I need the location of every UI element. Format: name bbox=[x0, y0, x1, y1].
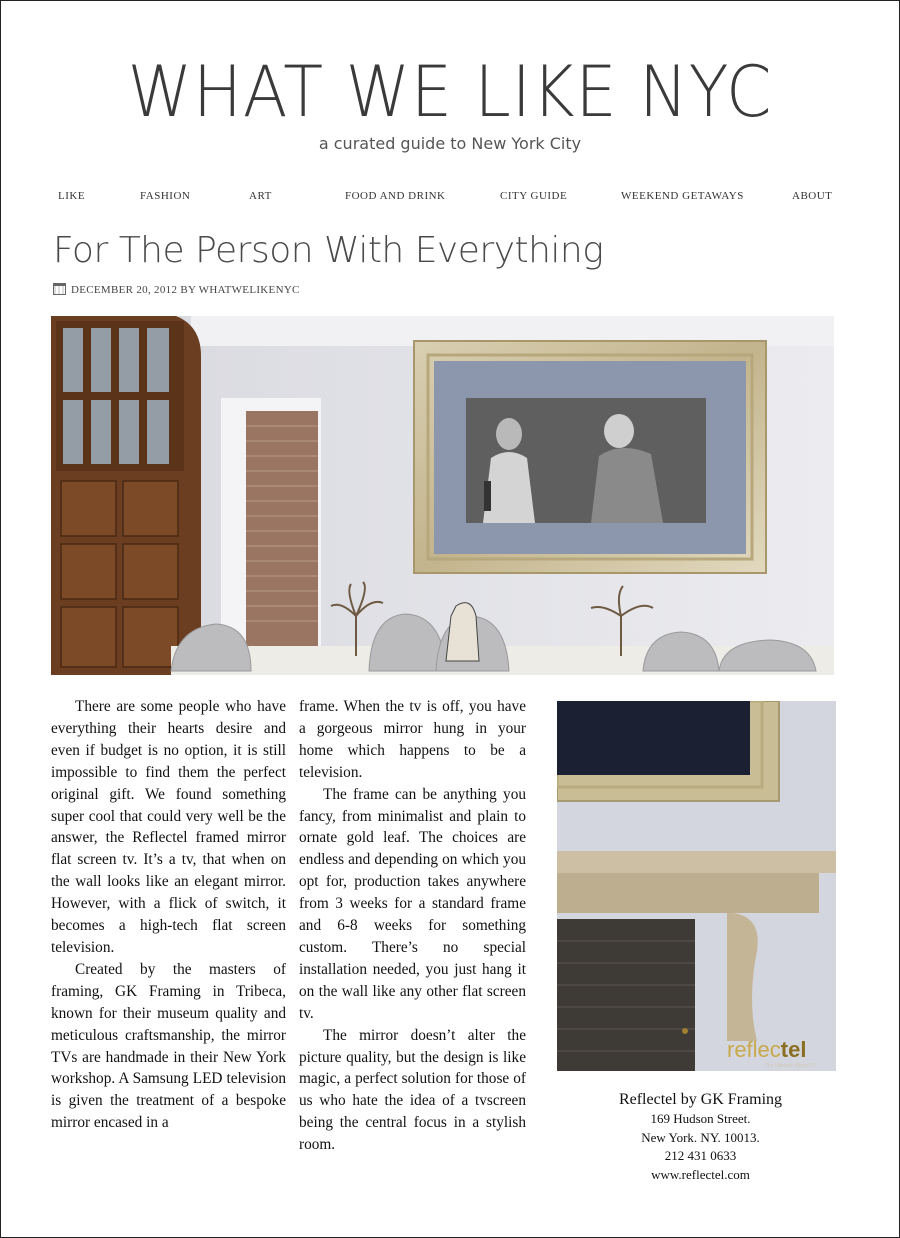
post-title[interactable]: For The Person With Everything bbox=[53, 230, 604, 271]
nav-item-about[interactable]: ABOUT bbox=[792, 190, 833, 202]
caption-address-1: 169 Hudson Street. bbox=[650, 1111, 751, 1126]
caption-phone: 212 431 0633 bbox=[664, 1148, 737, 1163]
main-nav bbox=[58, 190, 848, 210]
site-title[interactable]: WHAT WE LIKE NYC bbox=[127, 51, 773, 133]
reflectel-logo: reflectel bbox=[727, 1037, 807, 1062]
masthead bbox=[0, 52, 900, 153]
hero-image bbox=[51, 316, 834, 675]
nav-item-weekend-getaways[interactable]: WEEKEND GETAWAYS bbox=[621, 190, 744, 202]
article-paragraph: Created by the masters of framing, GK Framing in Tribeca, known for their museum quality and meticulous craftsmanship, the mirror TVs are handmade in their New York workshop. A Samsung LED television is given the treatment of a bespoke mirror encased in a bbox=[51, 960, 286, 1132]
sidebar-product-image bbox=[557, 701, 836, 1071]
article-paragraph: The mirror doesn’t alter the picture quality, but the design is like magic, a perfect solution for those of us who hate the idea of a tvscreen being the central focus in a stylish room. bbox=[299, 1026, 526, 1154]
nav-item-city-guide[interactable]: CITY GUIDE bbox=[500, 190, 568, 202]
calendar-icon bbox=[53, 283, 66, 295]
nav-item-food-and-drink[interactable]: FOOD AND DRINK bbox=[345, 190, 446, 202]
fireplace-illustration bbox=[557, 701, 836, 1071]
post-meta bbox=[53, 283, 300, 296]
nav-item-fashion[interactable]: FASHION bbox=[140, 190, 191, 202]
sidebar-caption bbox=[557, 1090, 844, 1184]
article-column-2 bbox=[299, 696, 526, 1156]
article-paragraph: frame. When the tv is off, you have a gorgeous mirror hung in your home which happens to be a television. bbox=[299, 698, 526, 781]
nav-item-like[interactable]: LIKE bbox=[58, 190, 86, 202]
caption-title: Reflectel by GK Framing bbox=[618, 1091, 783, 1108]
post-author-link[interactable]: WHATWELIKENYC bbox=[198, 284, 300, 296]
article-paragraph: The frame can be anything you fancy, from minimalist and plain to ornate gold leaf. The choices are endless and depending on which you opt for, production takes anywhere from 3 weeks for a standard frame and 6-8 weeks for something custom. There’s no special installation needed, you just hang it on the wall like any other flat screen tv. bbox=[299, 785, 526, 1022]
article-paragraph: There are some people who have everything their hearts desire and even if budget is no option, it is still impossible to find them the perfect original gift. We found something super cool that could very well be the answer, the Reflectel framed mirror flat screen tv. It’s a tv, that when on the wall looks like an elegant mirror. However, with a flick of switch, it becomes a high-tech flat screen television. bbox=[51, 698, 286, 956]
nav-item-art[interactable]: ART bbox=[249, 190, 272, 202]
reflectel-logo-subtitle: The Ultimate Mirror-TV bbox=[765, 1063, 816, 1069]
site-tagline: a curated guide to New York City bbox=[318, 134, 582, 153]
caption-url[interactable]: www.reflectel.com bbox=[651, 1166, 750, 1182]
hero-illustration bbox=[51, 316, 834, 675]
article-column-1 bbox=[51, 696, 286, 1134]
post-by-label: BY bbox=[180, 284, 196, 296]
caption-address-2: New York. NY. 10013. bbox=[641, 1129, 760, 1145]
post-date: DECEMBER 20, 2012 bbox=[71, 284, 178, 296]
